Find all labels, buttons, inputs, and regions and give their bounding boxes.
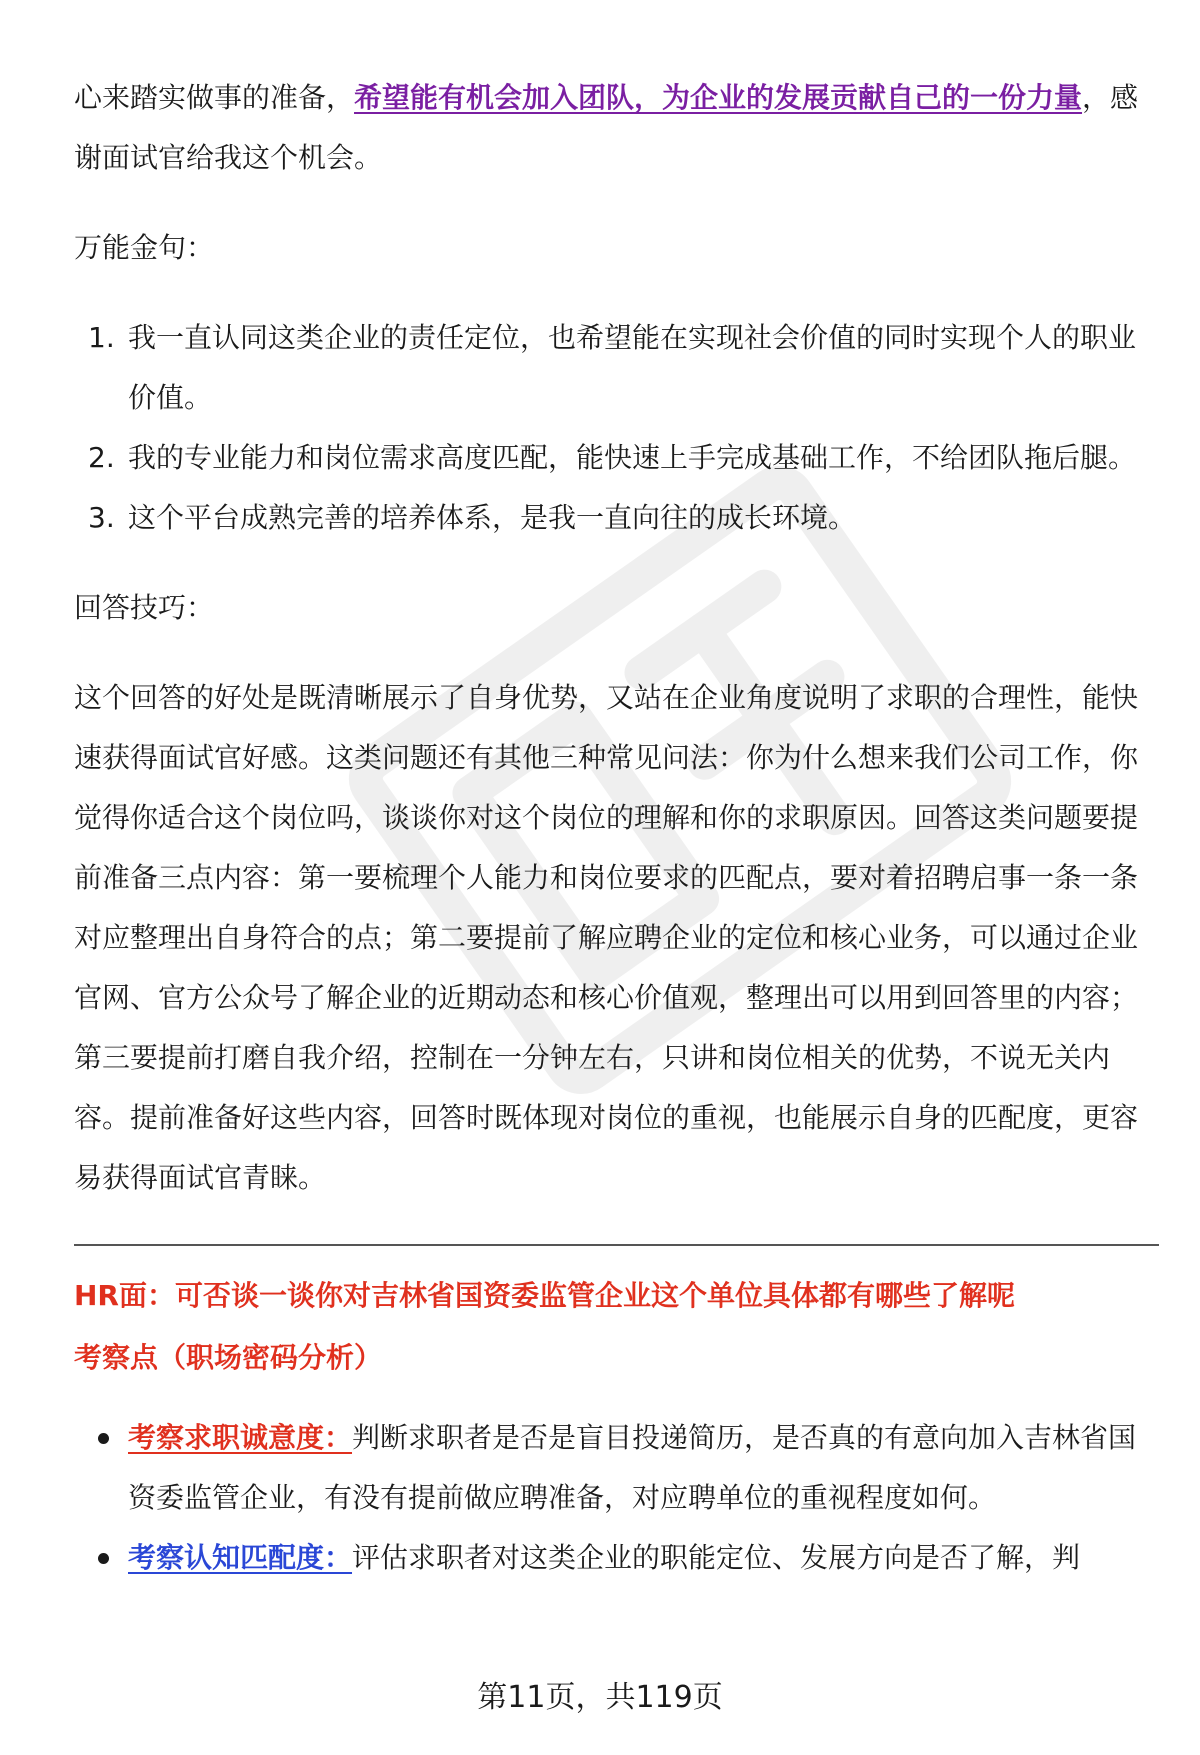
intro-paragraph: [74, 68, 1154, 188]
list-item-number: 2.: [88, 441, 115, 474]
point-text: 评估求职者对这类企业的职能定位、发展方向是否了解，判: [352, 1541, 1081, 1574]
list-item: [74, 428, 1154, 488]
list-item-number: 3.: [88, 501, 115, 534]
list-item-text: 我的专业能力和岗位需求高度匹配，能快速上手完成基础工作，不给团队拖后腿。: [128, 441, 1137, 474]
intro-highlight: 希望能有机会加入团队，为企业的发展贡献自己的一份力量: [354, 81, 1083, 114]
page-number-footer: 第11页，共119页: [477, 1680, 723, 1715]
list-item: [74, 308, 1154, 428]
bullet-icon: [98, 1553, 109, 1564]
golden-sentences-label: 万能金句：: [74, 231, 215, 264]
answer-tips-paragraph: 这个回答的好处是既清晰展示了自身优势，又站在企业角度说明了求职的合理性，能快速获得面试官好感。这类问题还有其他三种常见问法：你为什么想来我们公司工作，你觉得你适合这个岗位吗，谈谈你对这个岗位的理解和你的求职原因。回答这类问题要提前准备三点内容：第一要梳理个人能力和岗位要求的匹配点，要对着招聘启事一条一条对应整理出自身符合的点；第二要提前了解应聘企业的定位和核心业务，可以通过企业官网、官方公众号了解企业的近期动态和核心价值观，整理出可以用到回答里的内容；第三要提前打磨自我介绍，控制在一分钟左右，只讲和岗位相关的优势，不说无关内容。提前准备好这些内容，回答时既体现对岗位的重视，也能展示自身的匹配度，更容易获得面试官青睐。: [74, 681, 1139, 1194]
document-page: [74, 68, 1154, 1588]
list-item-number: 1.: [88, 321, 115, 354]
list-item: [74, 488, 1154, 548]
list-item-text: 这个平台成熟完善的培养体系，是我一直向往的成长环境。: [128, 501, 857, 534]
intro-text-start: 心来踏实做事的准备，: [74, 81, 355, 114]
point-text: 判断求职者是否是盲目投递简历，是否真的有意向加入吉林省国资委监管企业，有没有提前做应聘准备，对应聘单位的重视程度如何。: [128, 1421, 1137, 1514]
intro-text-end: ，感谢面试官给我这个机会。: [74, 81, 1139, 174]
point-keyword: 考察求职诚意度：: [128, 1421, 353, 1454]
golden-sentences-list: [74, 308, 1154, 548]
assessment-points-heading: 考察点（职场密码分析）: [74, 1341, 383, 1374]
list-item: [74, 1528, 1154, 1588]
assessment-points-list: [74, 1408, 1154, 1588]
list-item-text: 我一直认同这类企业的责任定位，也希望能在实现社会价值的同时实现个人的职业价值。: [128, 321, 1137, 414]
hr-question-heading: HR面：可否谈一谈你对吉林省国资委监管企业这个单位具体都有哪些了解呢: [74, 1279, 1015, 1312]
answer-tips-label: 回答技巧：: [74, 591, 215, 624]
section-divider: [74, 1244, 1159, 1246]
point-keyword: 考察认知匹配度：: [128, 1541, 353, 1574]
bullet-icon: [98, 1433, 109, 1444]
list-item: [74, 1408, 1154, 1528]
